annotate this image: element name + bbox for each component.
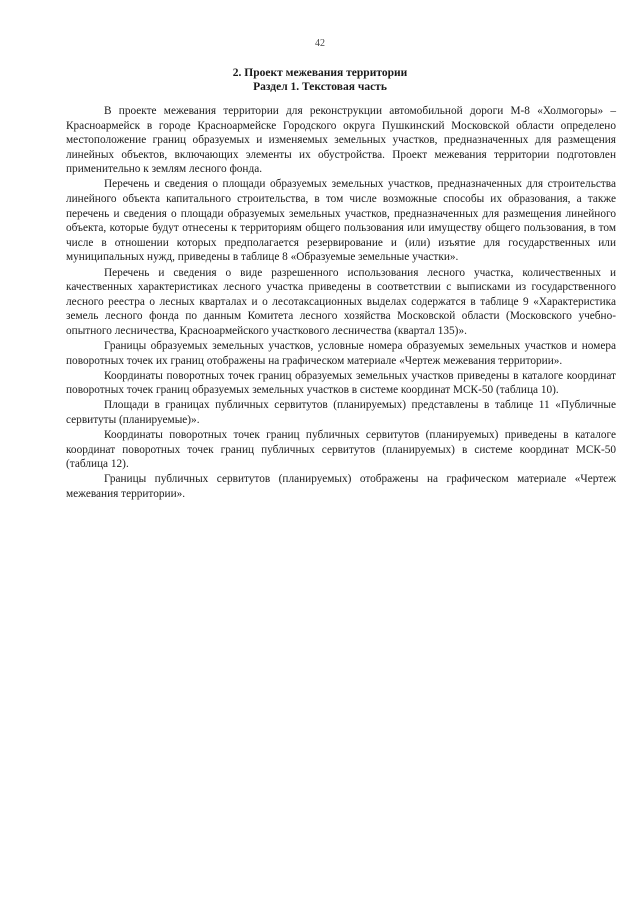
paragraph: Координаты поворотных точек границ публичных сервитутов (планируемых) приведены в каталоге координат поворотных точек границ публичных сервитутов (планируемых) в системе координат МСК-50 (таблица 12). — [66, 429, 616, 471]
document-body — [66, 104, 616, 502]
page-number: 42 — [315, 38, 325, 49]
section-heading — [0, 66, 640, 94]
section-subtitle: Раздел 1. Текстовая часть — [253, 81, 387, 93]
paragraph: Площади в границах публичных сервитутов (планируемых) представлены в таблице 11 «Публичные сервитуты (планируемые)». — [66, 399, 616, 426]
paragraph: В проекте межевания территории для реконструкции автомобильной дороги М-8 «Холмогоры» – Красноармейск в городе Красноармейске Городского округа Пушкинский Московской области определено местоположение границ образуемых и изменяемых земельных участков, предназначенных для размещения линейных объектов, включающих элементы их обустройства. Проект межевания территории подготовлен применительно к землям лесного фонда. — [66, 105, 616, 176]
paragraph: Перечень и сведения о виде разрешенного использования лесного участка, количественных и качественных характеристиках лесного участка приведены в соответствии с выписками из государственного лесного реестра о лесных кварталах и о лесотаксационных выделах содержатся в таблице 9 «Характеристика земель лесного фонда по данным Комитета лесного хозяйства Московской области (Московского учебно-опытного лесничества, Красноармейского участкового лесничества (квартал 135)». — [66, 266, 616, 337]
paragraph: Границы образуемых земельных участков, условные номера образуемых земельных участков и номера поворотных точек их границ отображены на графическом материале «Чертеж межевания территории». — [66, 340, 616, 367]
paragraph: Границы публичных сервитутов (планируемых) отображены на графическом материале «Чертеж межевания территории». — [66, 473, 616, 500]
paragraph: Перечень и сведения о площади образуемых земельных участков, предназначенных для строительства линейного объекта капитального строительства, в том числе возможные способы их образования, а также перечень и сведения о площади образуемых земельных участков, предназначенных для размещения линейного объекта, которые будут отнесены к территориям общего пользования или имуществу общего пользования, в том числе в отношении которых предполагается резервирование и (или) изъятие для государственных или муниципальных нужд, приведены в таблице 8 «Образуемые земельные участки». — [66, 178, 616, 264]
section-title: 2. Проект межевания территории — [232, 67, 408, 79]
paragraph: Координаты поворотных точек границ образуемых земельных участков приведены в каталоге координат поворотных точек границ образуемых земельных участков в системе координат МСК-50 (таблица 10). — [66, 369, 616, 397]
